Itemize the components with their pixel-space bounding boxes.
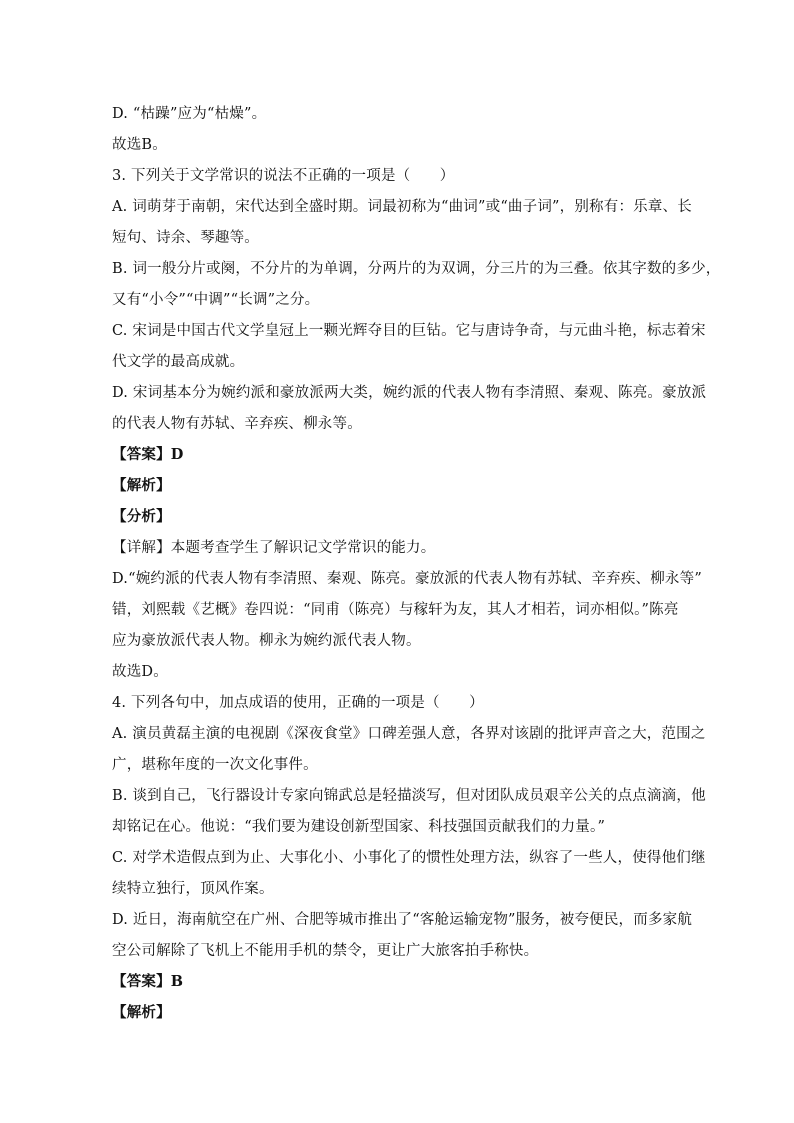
text-line: 续特立独行，顶风作案。 bbox=[112, 881, 274, 897]
question-3-stem: 3. 下列关于文学常识的说法不正确的一项是（ ） bbox=[112, 168, 455, 184]
text-line: D.“婉约派的代表人物有李清照、秦观、陈亮。豪放派的代表人物有苏轼、辛弃疾、柳永等” bbox=[112, 571, 702, 587]
text-line: 却铭记在心。他说：“我们要为建设创新型国家、科技强国贡献我们的力量。” bbox=[112, 819, 606, 835]
option-a: A. 词萌芽于南朝，宋代达到全盛时期。词最初称为“曲词”或“曲子词”，别称有：乐章、长 bbox=[112, 199, 692, 215]
text-line: 又有“小令”“中调”“长调”之分。 bbox=[112, 292, 320, 308]
option-a: A. 演员黄磊主演的电视剧《深夜食堂》口碑差强人意，各界对该剧的批评声音之大，范围之 bbox=[112, 726, 706, 742]
text-line: 故选D。 bbox=[112, 664, 168, 680]
option-b: B. 谈到自己，飞行器设计专家向锦武总是轻描淡写，但对团队成员艰辛公关的点点滴滴，他 bbox=[112, 788, 706, 804]
text-line: D. “枯躁”应为“枯燥”。 bbox=[112, 106, 267, 122]
text-line: 的代表人物有苏轼、辛弃疾、柳永等。 bbox=[112, 416, 362, 432]
text-line: 代文学的最高成就。 bbox=[112, 354, 245, 370]
option-c: C. 宋词是中国古代文学皇冠上一颗光辉夺目的巨钻。它与唐诗争奇，与元曲斗艳，标志着宋 bbox=[112, 323, 706, 339]
option-d: D. 宋词基本分为婉约派和豪放派两大类，婉约派的代表人物有李清照、秦观、陈亮。豪放派 bbox=[112, 385, 707, 401]
option-c: C. 对学术造假点到为止、大事化小、小事化了的惯性处理方法，纵容了一些人，使得他们继 bbox=[112, 850, 706, 866]
text-line: 空公司解除了飞机上不能用手机的禁令，更让广大旅客拍手称快。 bbox=[112, 943, 539, 959]
option-d: D. 近日，海南航空在广州、合肥等城市推出了“客舱运输宠物”服务，被夸便民，而多家航 bbox=[112, 912, 693, 928]
analysis-label: 【解析】 bbox=[112, 1004, 171, 1021]
answer-label: 【答案】B bbox=[112, 973, 184, 990]
answer-label: 【答案】D bbox=[112, 446, 184, 463]
question-4-stem: 4. 下列各句中，加点成语的使用，正确的一项是（ ） bbox=[112, 695, 484, 711]
analysis-sub-label: 【分析】 bbox=[112, 508, 171, 525]
text-line: 错，刘熙载《艺概》卷四说：“同甫（陈亮）与稼轩为友，其人才相若，词亦相似。”陈亮 bbox=[112, 602, 679, 618]
detail-explanation: 【详解】本题考查学生了解识记文学常识的能力。 bbox=[112, 540, 436, 556]
text-line: 短句、诗余、琴趣等。 bbox=[112, 230, 259, 246]
text-line: 广，堪称年度的一次文化事件。 bbox=[112, 757, 318, 773]
text-line: 故选B。 bbox=[112, 137, 167, 153]
option-b: B. 词一般分片或阕，不分片的为单调，分两片的为双调，分三片的为三叠。依其字数的多少， bbox=[112, 261, 721, 277]
analysis-label: 【解析】 bbox=[112, 477, 171, 494]
text-line: 应为豪放派代表人物。柳永为婉约派代表人物。 bbox=[112, 633, 421, 649]
